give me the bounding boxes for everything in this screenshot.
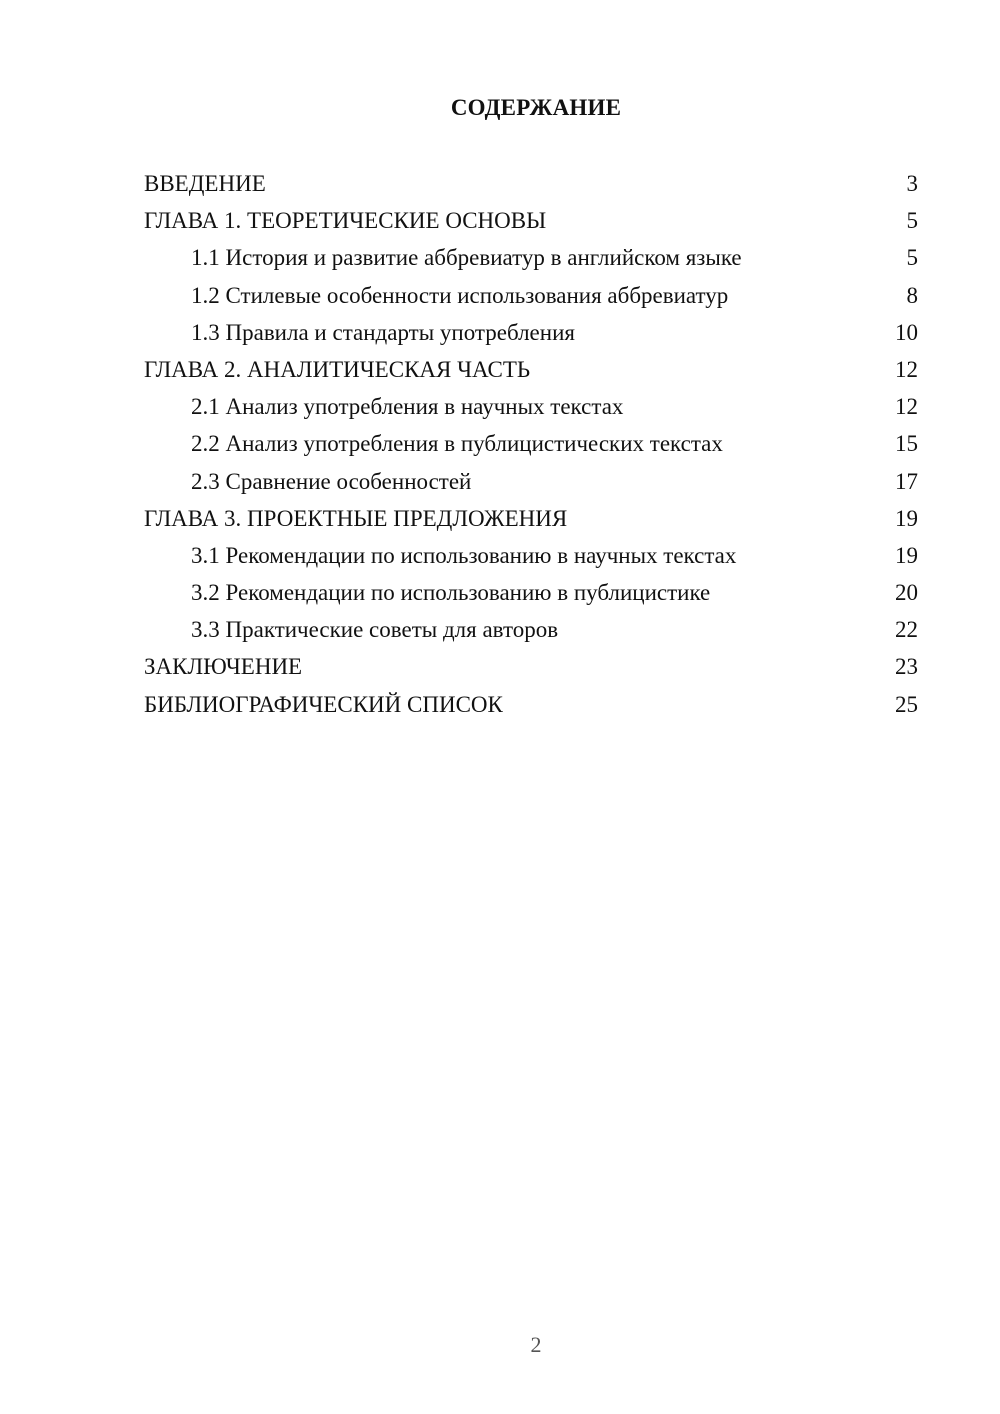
- toc-entry-label: 1.3 Правила и стандарты употребления: [191, 319, 575, 345]
- toc-entry-section-2-2: [144, 425, 918, 462]
- toc-entry-page: 15: [895, 431, 918, 457]
- toc-entry-page: 5: [906, 208, 918, 234]
- toc-entry-page: 10: [895, 319, 918, 345]
- toc-entry-page: 3: [906, 171, 918, 196]
- toc-entry-page: 19: [895, 542, 918, 568]
- toc-entry-label: БИБЛИОГРАФИЧЕСКИЙ СПИСОК: [144, 691, 503, 717]
- toc-entry-label: ЗАКЛЮЧЕНИЕ: [144, 654, 303, 680]
- toc-entry-chapter-3: [144, 500, 918, 537]
- toc-entry-page: 20: [895, 580, 918, 606]
- table-of-contents: [144, 165, 918, 723]
- toc-entry-page: 23: [895, 654, 918, 680]
- toc-entry-page: 25: [895, 691, 918, 717]
- toc-entry-label: ГЛАВА 2. АНАЛИТИЧЕСКАЯ ЧАСТЬ: [144, 356, 531, 382]
- toc-entry-label: 2.3 Сравнение особенностей: [191, 468, 472, 494]
- toc-entry-page: 17: [895, 468, 918, 494]
- toc-entry-label: ГЛАВА 3. ПРОЕКТНЫЕ ПРЕДЛОЖЕНИЯ: [144, 505, 568, 531]
- toc-entry-section-1-1: [144, 239, 918, 276]
- toc-entry-page: 12: [895, 394, 918, 420]
- toc-entry-section-1-3: [144, 314, 918, 351]
- toc-entry-label: 3.2 Рекомендации по использованию в публицистике: [191, 580, 711, 606]
- toc-entry-bibliography: [144, 686, 918, 723]
- toc-entry-section-2-1: [144, 388, 918, 425]
- toc-entry-chapter-2: [144, 351, 918, 388]
- toc-entry-label: 3.3 Практические советы для авторов: [191, 617, 559, 643]
- toc-entry-label: 2.2 Анализ употребления в публицистических текстах: [191, 431, 723, 457]
- toc-entry-chapter-1: [144, 202, 918, 239]
- toc-entry-section-3-1: [144, 537, 918, 574]
- toc-entry-label: 1.2 Стилевые особенности использования аббревиатур: [191, 282, 729, 308]
- toc-entry-section-3-2: [144, 574, 918, 611]
- toc-entry-label: ГЛАВА 1. ТЕОРЕТИЧЕСКИЕ ОСНОВЫ: [144, 208, 547, 234]
- toc-entry-section-1-2: [144, 277, 918, 314]
- toc-entry-page: 22: [895, 617, 918, 643]
- toc-entry-label: ВВЕДЕНИЕ: [144, 171, 266, 196]
- toc-entry-section-3-3: [144, 611, 918, 648]
- toc-entry-label: 3.1 Рекомендации по использованию в научных текстах: [191, 542, 737, 568]
- toc-entry-page: 5: [906, 245, 918, 271]
- page-number: 2: [530, 1332, 542, 1357]
- toc-entry-introduction: [144, 165, 918, 202]
- toc-entry-page: 8: [906, 282, 918, 308]
- toc-entry-conclusion: [144, 648, 918, 685]
- toc-entry-label: 2.1 Анализ употребления в научных текстах: [191, 394, 624, 420]
- toc-entry-page: 12: [895, 356, 918, 382]
- toc-title: СОДЕРЖАНИЕ: [450, 95, 622, 120]
- toc-entry-label: 1.1 История и развитие аббревиатур в английском языке: [191, 245, 742, 271]
- toc-entry-section-2-3: [144, 463, 918, 500]
- toc-entry-page: 19: [895, 505, 918, 531]
